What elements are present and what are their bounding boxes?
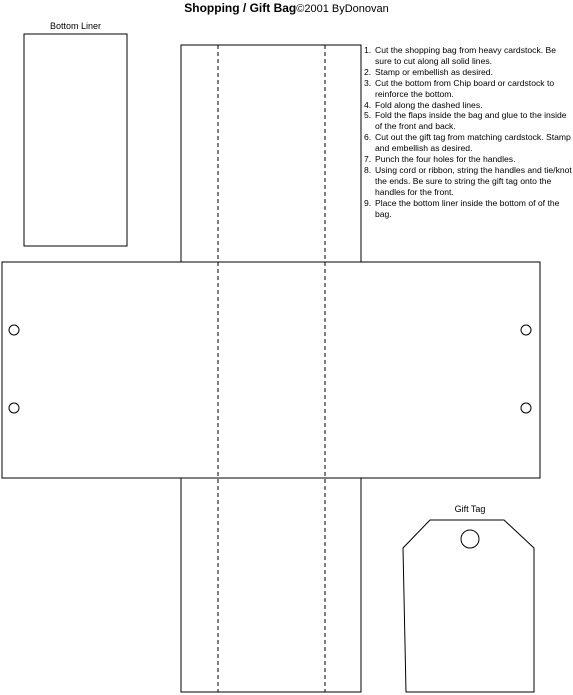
gift-tag-label: Gift Tag — [454, 504, 486, 514]
instruction-item — [364, 100, 572, 111]
instruction-number: 9. — [364, 197, 372, 208]
instruction-item — [364, 67, 572, 78]
handle-hole-right-bottom — [521, 403, 531, 413]
instruction-text: Fold the flaps inside the bag and glue to the inside of the front and back. — [375, 110, 567, 132]
credit-text: ©2001 ByDonovan — [296, 3, 389, 15]
instruction-text: Fold along the dashed lines. — [375, 99, 483, 110]
instruction-item — [364, 198, 572, 220]
instruction-item — [364, 110, 572, 132]
handle-hole-left-bottom — [9, 403, 19, 413]
bag-bottom-panel-outline — [181, 478, 361, 692]
instruction-number: 2. — [364, 66, 372, 77]
instruction-text: Stamp or embellish as desired. — [375, 66, 493, 77]
instruction-text: Place the bottom liner inside the bottom of of the bag. — [375, 197, 560, 219]
bottom-liner-outline — [24, 34, 127, 246]
instruction-text: Cut the shopping bag from heavy cardstock. Be sure to cut along all solid lines. — [375, 45, 557, 66]
instruction-item — [364, 45, 572, 67]
instruction-number: 6. — [364, 132, 372, 143]
handle-hole-left-top — [9, 325, 19, 335]
instruction-item — [364, 154, 572, 165]
instruction-item — [364, 132, 572, 154]
title-text: Shopping / Gift Bag — [184, 1, 297, 15]
bottom-liner-label: Bottom Liner — [49, 21, 102, 31]
instruction-item — [364, 78, 572, 100]
bag-middle-panel-outline — [2, 262, 540, 478]
bag-top-panel-outline — [181, 45, 361, 262]
instruction-item — [364, 165, 572, 198]
instruction-number: 4. — [364, 99, 372, 110]
instruction-number: 5. — [364, 110, 372, 121]
instruction-number: 1. — [364, 45, 372, 55]
instruction-number: 7. — [364, 154, 372, 165]
gift-tag-hole — [461, 530, 479, 548]
instruction-number: 8. — [364, 164, 372, 175]
instructions-list — [364, 45, 572, 220]
instruction-text: Cut the bottom from Chip board or cardstock to reinforce the bottom. — [375, 77, 555, 99]
instruction-text: Punch the four holes for the handles. — [375, 154, 516, 165]
instruction-text: Cut out the gift tag from matching cardstock. Stamp and embellish as desired. — [375, 132, 571, 154]
handle-hole-right-top — [521, 325, 531, 335]
instruction-number: 3. — [364, 77, 372, 88]
instruction-text: Using cord or ribbon, string the handles and tie/knot the ends. Be sure to string the gift tag onto the handles for the front. — [375, 164, 572, 197]
